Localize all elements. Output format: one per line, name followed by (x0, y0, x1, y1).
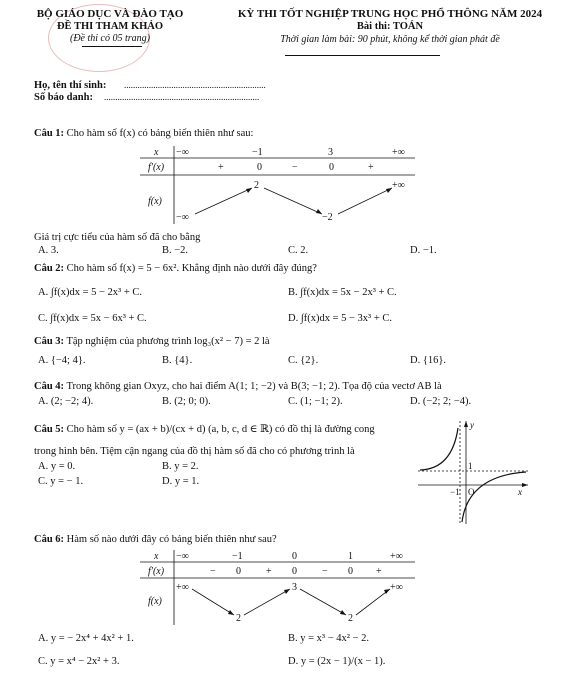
q5-answer-b[interactable]: B. y = 2. (162, 461, 199, 472)
q1-sign: 0 (257, 162, 262, 173)
q5-label: Câu 5: (34, 424, 65, 435)
q3-answer-b[interactable]: B. {4}. (162, 355, 193, 366)
q5-function-graph (418, 418, 533, 526)
q3-answer-d[interactable]: D. {16}. (410, 355, 447, 366)
q6-sign: 0 (348, 566, 353, 577)
q4-label: Câu 4: (34, 381, 65, 392)
q6-label: Câu 6: (34, 534, 65, 545)
graph-x-label: x (518, 487, 522, 497)
q4-text: Trong không gian Oxyz, cho hai điểm A(1; 1; −2) và B(3; −1; 2). Tọa độ của vectơ AB là (66, 381, 442, 392)
q6-f-val: 3 (292, 582, 297, 593)
q3-stem (34, 336, 270, 347)
q6-f-label: f(x) (148, 596, 162, 607)
q6-answer-c[interactable]: C. y = x⁴ − 2x² + 3. (38, 656, 120, 667)
q6-answer-a[interactable]: A. y = − 2x⁴ + 4x² + 1. (38, 633, 134, 644)
left-branch (420, 428, 458, 470)
q6-text: Hàm số nào dưới đây có bảng biến thiên như sau? (66, 534, 277, 545)
q5-text-line1: Cho hàm số y = (ax + b)/(cx + d) (a, b, c, d ∈ ℝ) có đồ thị là đường cong (66, 424, 375, 435)
q6-sign: 0 (236, 566, 241, 577)
graph-neg-one-label: −1 (450, 487, 460, 497)
exam-title: KỲ THI TỐT NGHIỆP TRUNG HỌC PHỔ THÔNG NĂM 2024 (237, 8, 543, 20)
q2-label: Câu 2: (34, 263, 65, 274)
q6-f-val: 2 (348, 613, 353, 624)
q6-f-val: +∞ (176, 582, 189, 593)
q1-text: Cho hàm số f(x) có bảng biến thiên như sau: (66, 128, 254, 139)
q3-label: Câu 3: (34, 336, 65, 347)
candidate-id-dots[interactable]: ..................................................................... (104, 92, 260, 102)
candidate-name-dots[interactable]: ............................................................... (124, 80, 266, 90)
q1-f-val: +∞ (392, 180, 405, 191)
q1-variation-table (140, 144, 430, 226)
q6-f-val: +∞ (390, 582, 403, 593)
time-note: Thời gian làm bài: 90 phút, không kể thời gian phát đề (280, 34, 500, 45)
q1-f-val: −∞ (176, 212, 189, 223)
subject-label: Bài thi: TOÁN (356, 21, 424, 32)
q6-sign: 0 (292, 566, 297, 577)
q1-sign: + (218, 162, 224, 173)
q1-fprime-label: f′(x) (148, 162, 165, 173)
header-divider-left (82, 46, 142, 47)
q1-sign: + (368, 162, 374, 173)
q5-stem (34, 423, 375, 435)
q1-f-val: 2 (254, 180, 259, 191)
header-divider-right (285, 55, 440, 56)
q3-answer-c[interactable]: C. {2}. (288, 355, 319, 366)
q1-answer-d[interactable]: D. −1. (410, 245, 437, 256)
q2-answer-d[interactable]: D. ∫f(x)dx = 5 − 3x³ + C. (288, 313, 392, 324)
q6-stem (34, 534, 277, 545)
page-count: (Đề thi có 05 trang) (70, 33, 150, 44)
q3-answer-a[interactable]: A. {−4; 4}. (38, 355, 86, 366)
q6-answer-d[interactable]: D. y = (2x − 1)/(x − 1). (288, 656, 386, 667)
q6-x-val: 1 (348, 551, 353, 562)
q5-answer-d[interactable]: D. y = 1. (162, 476, 200, 487)
q6-x-val: 0 (292, 551, 297, 562)
q6-x-val: −1 (232, 551, 243, 562)
q2-answer-a[interactable]: A. ∫f(x)dx = 5 − 2x³ + C. (38, 287, 142, 298)
q3-text: Tập nghiệm của phương trình log₃(x² − 7) = 2 là (66, 336, 270, 347)
graph-origin-label: O (468, 487, 475, 497)
candidate-name-label: Họ, tên thí sinh: (34, 80, 107, 91)
q2-answer-c[interactable]: C. ∫f(x)dx = 5x − 6x³ + C. (38, 313, 147, 324)
q1-answer-c[interactable]: C. 2. (288, 245, 309, 256)
graph-y-label: y (470, 420, 474, 430)
q1-f-label: f(x) (148, 196, 162, 207)
q1-x-val: 3 (328, 147, 333, 158)
q4-answer-a[interactable]: A. (2; −2; 4). (38, 396, 94, 407)
candidate-id-label: Số báo danh: (34, 92, 93, 103)
q1-label: Câu 1: (34, 128, 65, 139)
q6-x-label: x (154, 551, 159, 562)
graph-one-label: 1 (468, 461, 473, 471)
q5-answer-a[interactable]: A. y = 0. (38, 461, 76, 472)
right-branch (462, 472, 526, 522)
q2-answer-b[interactable]: B. ∫f(x)dx = 5x − 2x³ + C. (288, 287, 397, 298)
q1-f-val: −2 (322, 212, 333, 223)
q6-sign: − (322, 566, 328, 577)
q1-question: Giá trị cực tiểu của hàm số đã cho bằng (34, 232, 201, 243)
q1-x-label: x (154, 147, 159, 158)
exam-type: ĐỀ THI THAM KHẢO (56, 21, 164, 32)
q4-answer-c[interactable]: C. (1; −1; 2). (288, 396, 343, 407)
q6-sign: + (266, 566, 272, 577)
q1-answer-b[interactable]: B. −2. (162, 245, 189, 256)
q6-sign: − (210, 566, 216, 577)
q6-f-val: 2 (236, 613, 241, 624)
q4-answer-d[interactable]: D. (−2; 2; −4). (410, 396, 472, 407)
q4-stem (34, 381, 442, 392)
q2-text: Cho hàm số f(x) = 5 − 6x². Khẳng định nào dưới đây đúng? (66, 263, 317, 274)
q1-x-val: −∞ (176, 147, 189, 158)
q5-answer-c[interactable]: C. y = − 1. (38, 476, 84, 487)
q6-variation-table (140, 549, 430, 627)
q2-stem (34, 263, 317, 274)
q6-x-val: −∞ (176, 551, 189, 562)
q4-answer-b[interactable]: B. (2; 0; 0). (162, 396, 211, 407)
q1-sign: 0 (329, 162, 334, 173)
q6-fprime-label: f′(x) (148, 566, 165, 577)
q1-x-val: +∞ (392, 147, 405, 158)
q1-sign: − (292, 162, 298, 173)
q6-answer-b[interactable]: B. y = x³ − 4x² − 2. (288, 633, 369, 644)
q1-x-val: −1 (252, 147, 263, 158)
q1-answer-a[interactable]: A. 3. (38, 245, 59, 256)
ministry-name: BỘ GIÁO DỤC VÀ ĐÀO TẠO (36, 8, 184, 20)
q6-sign: + (376, 566, 382, 577)
q5-text-line2: trong hình bên. Tiệm cận ngang của đồ thị hàm số đã cho có phương trình là (34, 446, 355, 457)
q6-x-val: +∞ (390, 551, 403, 562)
q1-stem (34, 128, 253, 139)
